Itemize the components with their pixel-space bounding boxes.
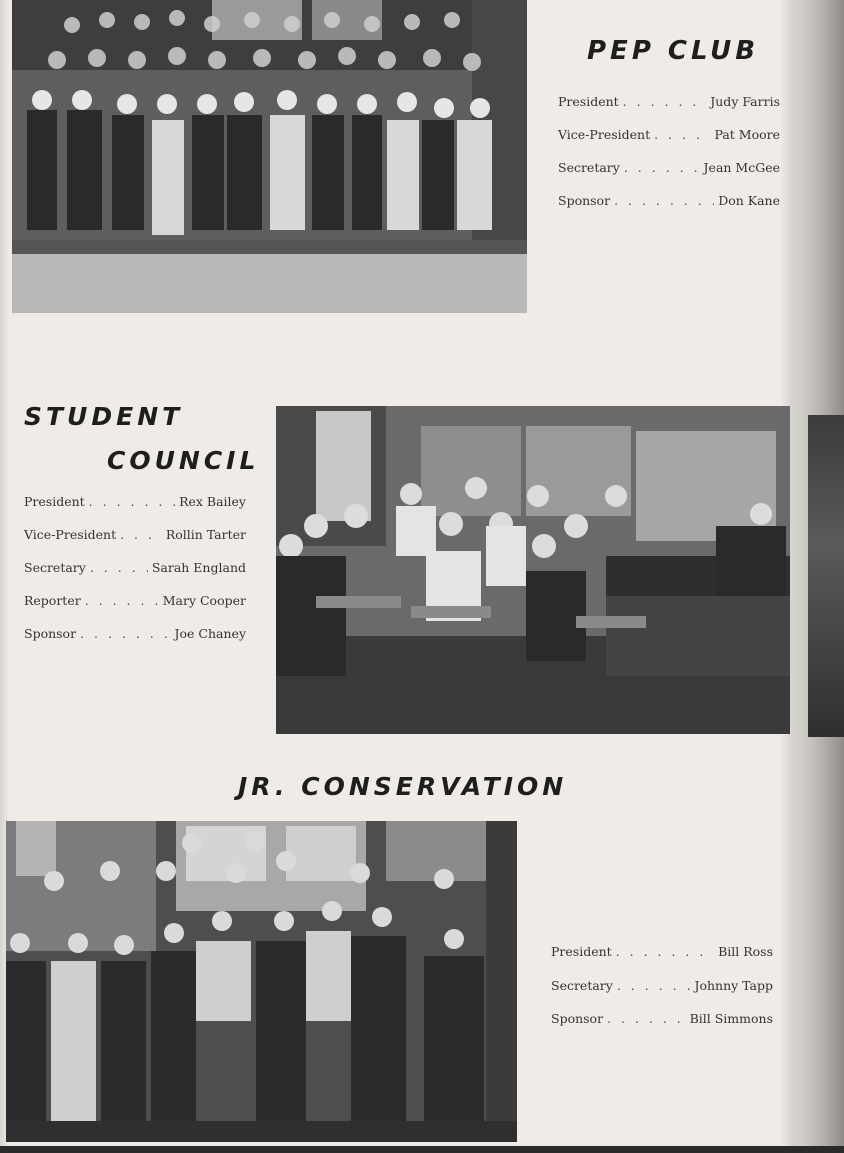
officer-role: Sponsor	[24, 626, 77, 641]
leader-dots	[617, 978, 691, 993]
officer-role: Secretary	[24, 560, 86, 575]
leader-dots	[624, 160, 700, 175]
pep-club-officer-row	[558, 193, 780, 208]
leader-dots	[607, 1011, 686, 1026]
officer-name: Bill Simmons	[689, 1011, 773, 1026]
pep-club-heading: PEP CLUB	[587, 36, 760, 66]
leader-dots	[85, 593, 159, 608]
page-bottom-edge	[0, 1146, 844, 1153]
leader-dots	[90, 560, 148, 575]
student-council-heading-line1: STUDENT	[24, 402, 184, 431]
leader-dots	[616, 944, 714, 959]
student-council-officer-row	[24, 560, 246, 575]
officer-role: Secretary	[551, 978, 613, 993]
officer-name: Pat Moore	[714, 127, 780, 142]
student-council-heading-line2: COUNCIL	[107, 446, 260, 475]
officer-name: Bill Ross	[718, 944, 773, 959]
officer-name: Sarah England	[151, 560, 246, 575]
officer-role: President	[24, 494, 85, 509]
pep-club-officer-row	[558, 160, 780, 175]
student-council-officer-row	[24, 593, 246, 608]
officer-role: President	[558, 94, 619, 109]
leader-dots	[614, 193, 714, 208]
pep-club-officer-row	[558, 127, 780, 142]
student-council-officer-row	[24, 527, 246, 542]
officer-role: Sponsor	[558, 193, 611, 208]
leader-dots	[654, 127, 710, 142]
leader-dots	[120, 527, 162, 542]
officer-name: Don Kane	[718, 193, 780, 208]
officer-name: Johnny Tapp	[694, 978, 773, 993]
leader-dots	[623, 94, 707, 109]
officer-name: Judy Farris	[710, 94, 780, 109]
officer-role: Sponsor	[551, 1011, 604, 1026]
student-council-officer-row	[24, 626, 246, 641]
officer-name: Rollin Tarter	[165, 527, 246, 542]
officer-name: Mary Cooper	[162, 593, 246, 608]
pep-club-officer-row	[558, 94, 780, 109]
jr-conservation-photo	[6, 821, 517, 1142]
jr-conservation-officer-row	[551, 1011, 773, 1026]
officer-role: Vice-President	[558, 127, 651, 142]
jr-conservation-officer-row	[551, 978, 773, 993]
jr-conservation-heading: JR. CONSERVATION	[238, 772, 568, 801]
student-council-photo	[276, 406, 790, 734]
officer-role: Vice-President	[24, 527, 117, 542]
pep-club-photo	[12, 0, 527, 313]
jr-conservation-officer-row	[551, 944, 773, 959]
officer-role: Secretary	[558, 160, 620, 175]
leader-dots	[89, 494, 175, 509]
leader-dots	[80, 626, 170, 641]
officer-name: Jean McGee	[703, 160, 780, 175]
officer-name: Joe Chaney	[174, 626, 246, 641]
facing-page-edge	[808, 415, 844, 737]
officer-role: Reporter	[24, 593, 81, 608]
officer-name: Rex Bailey	[179, 494, 246, 509]
student-council-officer-row	[24, 494, 246, 509]
officer-role: President	[551, 944, 612, 959]
